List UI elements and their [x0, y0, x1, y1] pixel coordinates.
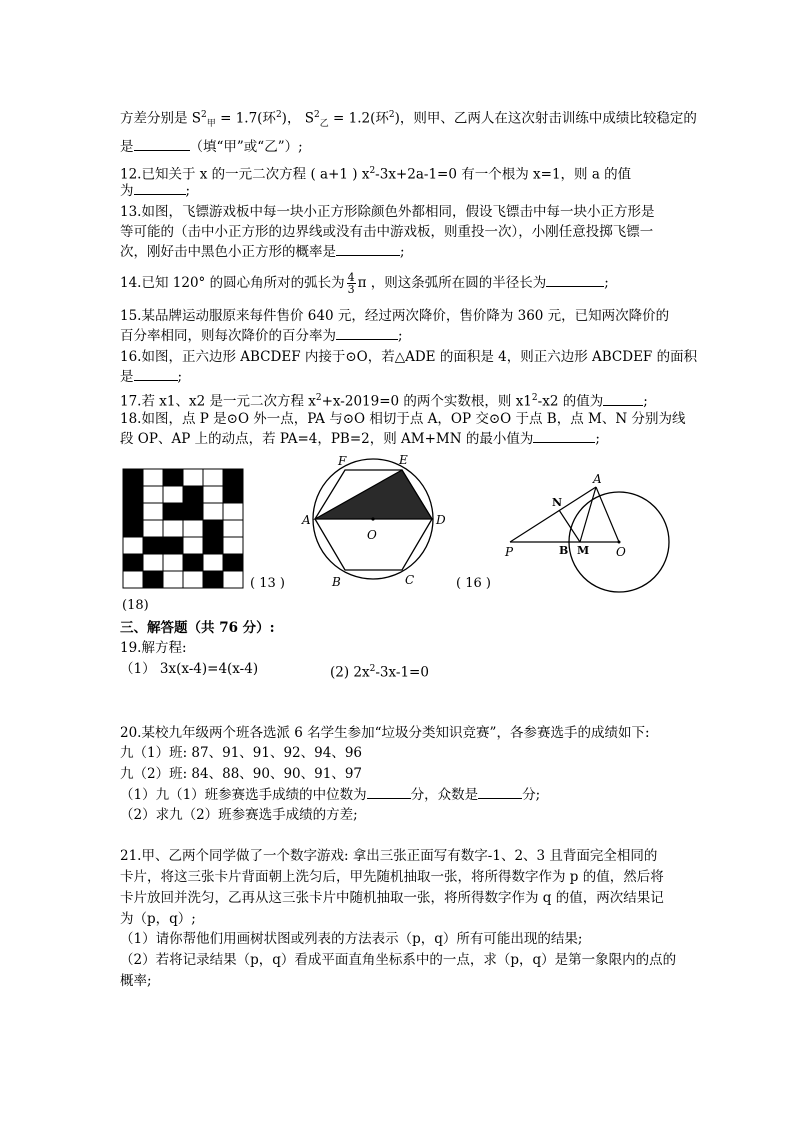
grid-cell-white	[203, 469, 223, 486]
grid-cell-black	[183, 554, 203, 571]
grid-cell-black	[163, 469, 183, 486]
circle-label-M: M	[577, 544, 590, 557]
grid-cell-black	[183, 503, 203, 520]
answer-blank[interactable]	[478, 786, 522, 799]
grid-cell-white	[163, 554, 183, 571]
q13-line1: 13.如图，飞镖游戏板中每一块小正方形除颜色外都相同，假设飞镖击中每一块小正方形是	[120, 204, 655, 220]
q20-line3: 九（2）班: 84、88、90、90、91、97	[120, 766, 362, 782]
hexagon-circle-figure	[298, 452, 448, 592]
circle-label-N: N	[552, 496, 563, 509]
q13-line3: 次，刚好击中黑色小正方形的概率是 ;	[120, 244, 405, 260]
grid-cell-white	[123, 571, 143, 588]
answer-blank[interactable]	[134, 368, 178, 381]
grid-cell-white	[143, 554, 163, 571]
hex-label-O: O	[367, 528, 377, 542]
grid-cell-white	[123, 537, 143, 554]
grid-cell-black	[123, 520, 143, 537]
answer-blank[interactable]	[367, 786, 411, 799]
grid-cell-white	[143, 469, 163, 486]
grid-cell-white	[163, 571, 183, 588]
q19-title: 19.解方程:	[120, 640, 187, 656]
hex-label-D: D	[436, 513, 446, 527]
grid-cell-black	[143, 537, 163, 554]
grid-cell-black	[223, 469, 243, 486]
grid-cell-white	[163, 520, 183, 537]
figure-caption-16: ( 16 )	[456, 576, 491, 591]
circle-label-O: O	[616, 545, 626, 559]
answer-blank[interactable]	[533, 430, 595, 443]
grid-cell-black	[123, 554, 143, 571]
q15-line1: 15.某品牌运动服原来每件售价 640 元，经过两次降价，售价降为 360 元，已知两次降价的	[120, 308, 670, 324]
grid-cell-black	[223, 486, 243, 503]
q12-line1: 12.已知关于 x 的一元二次方程 ( a+1 ) $x^2-3x+2a-1=0$ 有一个根为 x=1，则 a 的值	[120, 166, 632, 183]
q14-line: 14.已知 120° 的圆心角所对的弧长为 $\frac{4}{3}$ π ，则这条弧所在圆的半径长为 ;	[120, 271, 609, 296]
grid-cell-black	[203, 571, 223, 588]
q21-line5: （1）请你帮他们用画树状图或列表的方法表示（p，q）所有可能出现的结果;	[120, 931, 583, 947]
grid-cell-white	[183, 469, 203, 486]
q20-line5: （2）求九（2）班参赛选手成绩的方差;	[120, 807, 358, 823]
answer-blank[interactable]	[546, 274, 604, 287]
grid-cell-white	[223, 537, 243, 554]
grid-cell-white	[143, 486, 163, 503]
q20-line2: 九（1）班: 87、91、91、92、94、96	[120, 745, 362, 761]
grid-cell-white	[183, 571, 203, 588]
circle-label-A: A	[593, 472, 602, 486]
fraction: $\frac{4}{3}$	[347, 271, 355, 296]
answer-blank[interactable]	[336, 243, 400, 256]
answer-blank[interactable]	[134, 182, 186, 195]
q16-line2: 是 ;	[120, 369, 183, 385]
circle-label-P: P	[505, 545, 514, 559]
answer-blank[interactable]	[134, 138, 190, 151]
grid-cell-white	[143, 503, 163, 520]
grid-cell-white	[203, 503, 223, 520]
hex-label-F: F	[338, 454, 347, 468]
grid-cell-black	[123, 469, 143, 486]
q21-line4: 为（p，q）;	[120, 911, 196, 927]
grid-cell-white	[143, 520, 163, 537]
q13-line2: 等可能的（击中小正方形的边界线或没有击中游戏板，则重投一次），小刚任意投掷飞镖一	[120, 224, 654, 240]
grid-cell-white	[223, 503, 243, 520]
q21-line6: （2）若将记录结果（p，q）看成平面直角坐标系中的一点，求（p，q）是第一象限内的点的	[120, 952, 677, 968]
grid-cell-black	[203, 537, 223, 554]
q17-line: 17.若 x1、x2 是一元二次方程 $x^2+x-2019=0$ 的两个实数根，则 $x1^2-x2$ 的值为 ;	[120, 393, 648, 410]
q18-line2: 段 OP、AP 上的动点，若 PA=4，PB=2，则 AM+MN 的最小值为 ;	[120, 431, 600, 447]
hex-label-C: C	[405, 573, 415, 587]
grid-cell-white	[203, 554, 223, 571]
grid-cell-white	[223, 520, 243, 537]
grid-cell-black	[123, 486, 143, 503]
answer-blank[interactable]	[336, 327, 398, 340]
grid-cell-black	[163, 503, 183, 520]
circle-label-B: B	[559, 544, 569, 557]
q11-line2: 是 （填“甲”或“乙”）;	[120, 139, 303, 155]
q21-line7: 概率;	[120, 973, 152, 989]
dartboard-grid-figure	[122, 468, 244, 589]
hex-label-A: A	[302, 513, 311, 527]
q20-line4: （1）九（1）班参赛选手成绩的中位数为 分，众数是 分;	[120, 787, 541, 803]
q16-line1: 16.如图，正六边形 ABCDEF 内接于⊙O，若△ADE 的面积是 4，则正六边形 ABCDEF 的面积	[120, 349, 698, 365]
grid-cell-white	[183, 520, 203, 537]
grid-cell-black	[123, 503, 143, 520]
q19-part1: （1） 3x(x-4)=4(x-4)	[120, 661, 259, 677]
figure-caption-13: ( 13 )	[250, 576, 285, 591]
q11-line1: 方差分别是 $S^2_甲 = 1.7$(环$^2$)， $S^2_乙 = 1.2$(环$^2$)，则甲、乙两人在这次射击训练中成绩比较稳定的	[120, 110, 697, 130]
q12-line2: 为 ;	[120, 183, 191, 199]
figure-caption-18: (18)	[122, 598, 149, 613]
q21-line2: 卡片，将这三张卡片背面朝上洗匀后，甲先随机抽取一张，将所得数字作为 p 的值，然后将	[120, 869, 664, 885]
q20-line1: 20.某校九年级两个班各选派 6 名学生参加“垃圾分类知识竞赛”，各参赛选手的成绩如下:	[120, 725, 650, 741]
q15-line2: 百分率相同，则每次降价的百分率为 ;	[120, 328, 403, 344]
section-heading: 三、解答题（共 76 分）:	[120, 620, 275, 636]
answer-blank[interactable]	[603, 393, 643, 406]
q19-part2: (2) $2x^2-3x-1=0$	[330, 664, 429, 681]
grid-cell-black	[163, 537, 183, 554]
q18-line1: 18.如图，点 P 是⊙O 外一点，PA 与⊙O 相切于点 A，OP 交⊙O 于点 B，点 M、N 分别为线	[120, 411, 686, 427]
grid-cell-white	[203, 486, 223, 503]
grid-cell-white	[183, 537, 203, 554]
grid-cell-white	[223, 571, 243, 588]
hex-label-B: B	[332, 575, 341, 589]
grid-cell-black	[203, 520, 223, 537]
tangent-circle-figure	[500, 472, 690, 592]
hex-label-E: E	[399, 453, 408, 467]
grid-cell-black	[143, 571, 163, 588]
grid-cell-white	[163, 486, 183, 503]
q21-line3: 卡片放回并洗匀，乙再从这三张卡片中随机抽取一张，将所得数字作为 q 的值，两次结果记	[120, 890, 664, 906]
grid-cell-black	[223, 554, 243, 571]
q21-line1: 21.甲、乙两个同学做了一个数字游戏: 拿出三张正面写有数字-1、2、3 且背面完全相同的	[120, 848, 658, 864]
grid-cell-black	[183, 486, 203, 503]
